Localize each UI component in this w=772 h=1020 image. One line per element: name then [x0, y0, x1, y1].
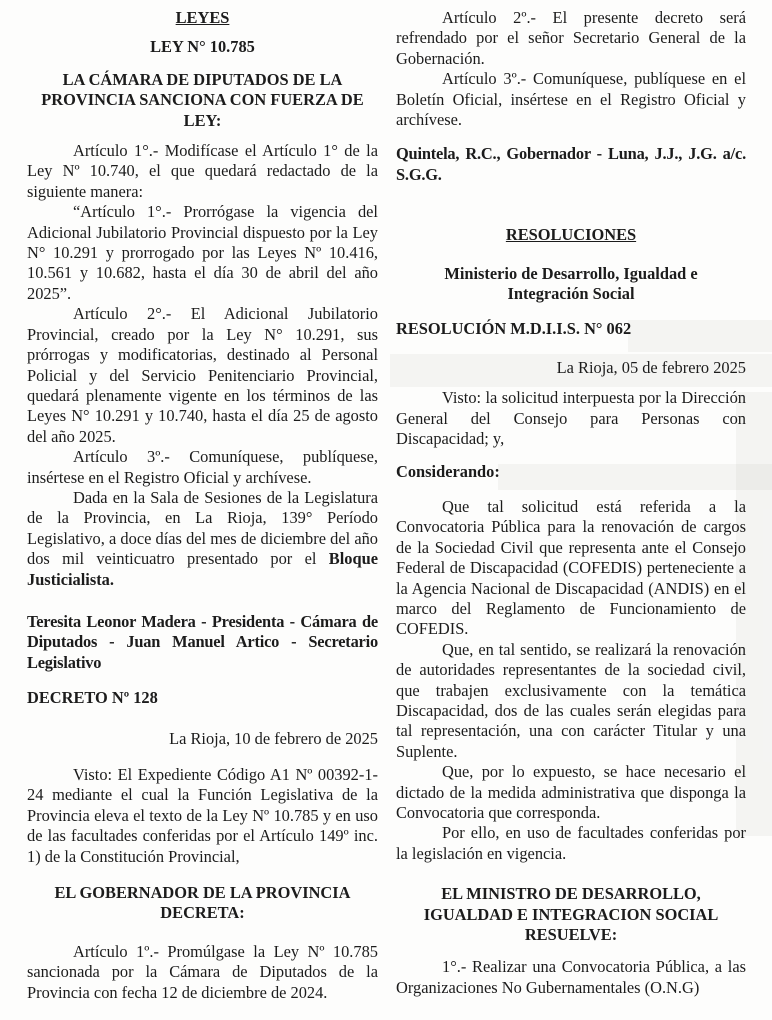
heading-line: LA CÁMARA DE DIPUTADOS DE LA — [62, 69, 343, 89]
article-paragraph-2-decree: Artículo 2º.- El presente decreto será refrendado por el señor Secretario General de la Gobernación. — [396, 8, 746, 68]
law-number-heading: LEY N° 10.785 — [150, 37, 255, 57]
resolution-number-heading: RESOLUCIÓN M.D.I.I.S. N° 062 — [396, 319, 632, 339]
article-quote-paragraph: “Artículo 1°.- Prorrógase la vigencia del Adicional Jubilatorio Provincial dispuesto por la Ley N° 10.291 y prorrogado por las Leyes Nº 10.416, 10.561 y 10.682, hasta el día 30 de abril del año 2025”. — [27, 202, 378, 303]
text-run: Dada en la Sala de Sesiones de la Legislatura de la Provincia, en La Rioja, 139° Período Legislativo, a doce días del mes de diciembre del año dos mil veinticuatro presentado por el — [27, 487, 378, 569]
heading-line: Integración Social — [507, 284, 635, 304]
article-paragraph-3-decree: Artículo 3º.- Comuníquese, publíquese en el Boletín Oficial, insértese en el Registro Oficial y archívese. — [396, 69, 746, 130]
heading-line: EL GOBERNADOR DE LA PROVINCIA — [54, 883, 351, 903]
considerando-paragraph-2: Que, en tal sentido, se realizará la renovación de autoridades representantes de la sociedad civil, que trabajen exclusivamente con la temática Discapacidad, dos de las cuales serán elegidas para tal representación, una con carácter Titular y una Suplente. — [396, 639, 746, 761]
visto-paragraph: Visto: El Expediente Código A1 Nº 00392-1-24 mediante el cual la Función Legislativa de la Provincia eleva el texto de la Ley Nº 10.785 y en uso de las facultades conferidas por el Artículo 149º inc. 1) de la Constitución Provincial, — [27, 765, 378, 866]
resolve-item-1: 1°.- Realizar una Convocatoria Pública, a las Organizaciones No Gubernamentales (O.N.G) — [396, 957, 746, 997]
dateline: La Rioja, 05 de febrero 2025 — [556, 357, 746, 377]
ministry-heading — [396, 264, 746, 305]
resolve-heading — [396, 884, 746, 945]
considerando-paragraph-3: Que, por lo expuesto, se hace necesario el dictado de la medida administrativa que disponga la Convocatoria que corresponda. — [396, 762, 746, 822]
enacting-heading — [27, 70, 378, 131]
section-title-resoluciones: RESOLUCIONES — [505, 225, 637, 245]
article-paragraph-2: Artículo 2°.- El Adicional Jubilatorio Provincial, creado por la Ley N° 10.291, sus prórrogas y modificatorias, destinado al Personal Policial y del Servicio Penitenciario Provincial, quedará plenamente vigente en los términos de las Leyes N° 10.291 y 10.740, hasta el día 25 de agosto del año 2025. — [27, 304, 378, 446]
article-paragraph-promulgation: Artículo 1º.- Promúlgase la Ley Nº 10.785 sancionada por la Cámara de Diputados de la Provincia con fecha 12 de diciembre de 2024. — [27, 941, 378, 1002]
visto-paragraph: Visto: la solicitud interpuesta por la Dirección General del Consejo para Personas con Discapacidad; y, — [396, 388, 746, 449]
heading-line: RESUELVE: — [524, 925, 618, 945]
section-title-leyes: LEYES — [175, 8, 230, 27]
right-column — [396, 8, 746, 1003]
dateline: La Rioja, 10 de febrero de 2025 — [169, 728, 378, 748]
decree-heading — [27, 883, 378, 924]
article-paragraph-3: Artículo 3º.- Comuníquese, publíquese, insértese en el Registro Oficial y archívese. — [27, 447, 378, 487]
left-column — [27, 8, 378, 1003]
bold-run: Bloque Justicialista. — [27, 549, 378, 589]
por-ello-paragraph: Por ello, en uso de facultades conferidas por la legislación en vigencia. — [396, 823, 746, 863]
heading-line: PROVINCIA SANCIONA CON FUERZA DE — [41, 90, 364, 110]
heading-line: Ministerio de Desarrollo, Igualdad e — [444, 263, 698, 283]
considerando-label: Considerando: — [396, 461, 500, 481]
signature-block: Quintela, R.C., Gobernador - Luna, J.J., J.G. a/c. S.G.G. — [396, 144, 746, 184]
article-paragraph-1: Artículo 1°.- Modifícase el Artículo 1° de la Ley Nº 10.740, el que quedará redactado de la siguiente manera: — [27, 141, 378, 201]
closing-paragraph — [27, 488, 378, 590]
considerando-paragraph-1: Que tal solicitud está referida a la Convocatoria Pública para la renovación de cargos de la Sociedad Civil que representa ante el Consejo Federal de Discapacidad (COFEDIS) perteneciente a la Agencia Nacional de Discapacidad (ANDIS) en el marco del Reglamento de Funcionamiento de COFEDIS. — [396, 496, 746, 639]
heading-line: EL MINISTRO DE DESARROLLO, — [441, 884, 701, 904]
two-column-layout — [27, 8, 746, 1003]
signature-block: Teresita Leonor Madera - Presidenta - Cámara de Diputados - Juan Manuel Artico - Secretario Legislativo — [27, 611, 378, 672]
heading-line: LEY: — [183, 110, 222, 130]
heading-line: DECRETA: — [160, 903, 245, 923]
decree-number-heading: DECRETO Nº 128 — [27, 688, 158, 708]
heading-line: IGUALDAD E INTEGRACION SOCIAL — [423, 904, 719, 924]
